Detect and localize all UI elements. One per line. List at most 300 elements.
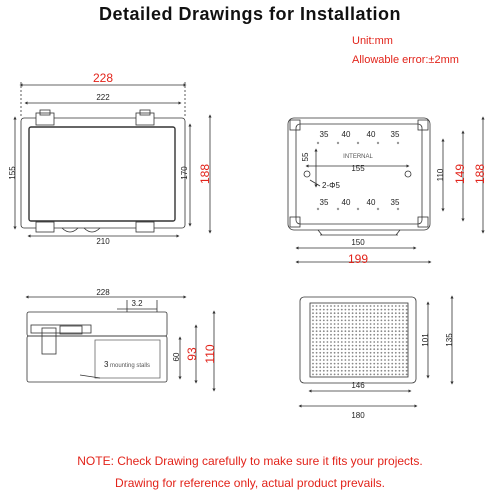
plate-hole: [319, 370, 321, 372]
back-width-outer: 199: [347, 252, 369, 266]
plate-hole: [352, 330, 354, 332]
plate-hole: [395, 334, 397, 336]
plate-hole: [312, 320, 314, 322]
plate-hole: [388, 370, 390, 372]
plate-hole: [323, 312, 325, 314]
plate-hole: [377, 366, 379, 368]
plate-hole: [384, 338, 386, 340]
plate-hole: [319, 320, 321, 322]
plate-hole: [316, 359, 318, 361]
plate-hole: [345, 338, 347, 340]
page-title: Detailed Drawings for Installation: [98, 4, 402, 24]
plate-hole: [381, 323, 383, 325]
plate-hole: [316, 305, 318, 307]
reference-text: Drawing for reference only, actual product prevails.: [115, 476, 385, 490]
plate-hole: [381, 370, 383, 372]
plate-hole: [341, 338, 343, 340]
plate-hole: [312, 330, 314, 332]
plate-hole: [316, 334, 318, 336]
plate-hole: [381, 338, 383, 340]
plate-hole: [334, 320, 336, 322]
plate-hole: [352, 352, 354, 354]
plate-hole: [348, 345, 350, 347]
plate-hole: [323, 348, 325, 350]
plate-hole: [388, 305, 390, 307]
side-mounting-sub: mounting stalls: [110, 363, 151, 369]
plate-hole: [377, 323, 379, 325]
plate-hole: [366, 356, 368, 358]
front-height-inner: 170: [180, 166, 189, 180]
plate-hole: [319, 323, 321, 325]
plate-hole: [395, 370, 397, 372]
plate-hole: [399, 363, 401, 365]
plate-hole: [402, 352, 404, 354]
plate-hole: [359, 312, 361, 314]
plate-hole: [330, 356, 332, 358]
plate-hole: [319, 327, 321, 329]
plate-hole: [388, 348, 390, 350]
plate-hole: [337, 348, 339, 350]
plate-hole: [312, 334, 314, 336]
plate-hole: [391, 370, 393, 372]
plate-hole: [377, 312, 379, 314]
plate-hole: [348, 312, 350, 314]
plate-hole: [334, 334, 336, 336]
plate-hole: [359, 330, 361, 332]
plate-hole: [323, 341, 325, 343]
plate-hole: [330, 334, 332, 336]
plate-hole: [388, 334, 390, 336]
plate-hole: [377, 330, 379, 332]
plate-hole: [359, 345, 361, 347]
plate-hole: [319, 341, 321, 343]
plate-hole: [323, 305, 325, 307]
plate-hole: [363, 356, 365, 358]
plate-w146: 146: [351, 381, 365, 390]
plate-hole: [388, 374, 390, 376]
plate-hole: [370, 305, 372, 307]
plate-hole: [363, 320, 365, 322]
plate-hole: [406, 316, 408, 318]
plate-hole: [377, 316, 379, 318]
plate-hole: [316, 330, 318, 332]
plate-hole: [388, 366, 390, 368]
front-width-bottom: 210: [96, 237, 110, 246]
plate-hole: [381, 316, 383, 318]
plate-hole: [406, 348, 408, 350]
back-width-base: 150: [351, 238, 365, 247]
plate-hole: [391, 323, 393, 325]
plate-hole: [345, 312, 347, 314]
plate-hole: [391, 352, 393, 354]
plate-hole: [352, 366, 354, 368]
plate-hole: [402, 366, 404, 368]
plate-hole: [384, 348, 386, 350]
back-hole-span: 155: [351, 164, 365, 173]
plate-hole: [341, 330, 343, 332]
back-spacing-4: 35: [390, 130, 400, 139]
plate-hole: [363, 374, 365, 376]
plate-hole: [327, 374, 329, 376]
plate-hole: [370, 312, 372, 314]
front-height-outer: 188: [198, 163, 212, 185]
plate-hole: [341, 316, 343, 318]
plate-h135: 135: [445, 333, 454, 347]
plate-hole: [406, 305, 408, 307]
plate-hole: [319, 366, 321, 368]
plate-hole: [381, 309, 383, 311]
plate-hole: [334, 327, 336, 329]
plate-hole: [366, 316, 368, 318]
plate-hole: [373, 348, 375, 350]
plate-hole: [352, 334, 354, 336]
plate-hole: [395, 320, 397, 322]
plate-hole: [352, 348, 354, 350]
plate-hole: [323, 309, 325, 311]
plate-hole: [355, 374, 357, 376]
plate-hole: [312, 374, 314, 376]
plate-hole: [384, 323, 386, 325]
plate-hole: [341, 312, 343, 314]
side-mounting-label: 3: [104, 360, 109, 369]
plate-hole: [363, 345, 365, 347]
plate-hole: [381, 330, 383, 332]
plate-hole: [341, 348, 343, 350]
plate-hole: [377, 320, 379, 322]
plate-hole: [327, 370, 329, 372]
plate-hole: [402, 338, 404, 340]
plate-hole: [359, 352, 361, 354]
plate-hole: [370, 374, 372, 376]
plate-hole: [363, 334, 365, 336]
plate-hole: [373, 374, 375, 376]
plate-hole: [327, 363, 329, 365]
plate-hole: [388, 352, 390, 354]
plate-hole: [391, 356, 393, 358]
plate-hole: [402, 323, 404, 325]
plate-hole: [334, 309, 336, 311]
plate-hole: [337, 359, 339, 361]
plate-hole: [330, 341, 332, 343]
plate-hole: [323, 374, 325, 376]
plate-hole: [391, 312, 393, 314]
plate-hole: [363, 341, 365, 343]
plate-hole: [337, 320, 339, 322]
plate-hole: [395, 316, 397, 318]
plate-hole: [395, 356, 397, 358]
back-holes: 2-Φ5: [322, 181, 340, 190]
plate-hole: [395, 327, 397, 329]
front-view: [15, 82, 210, 236]
plate-hole: [402, 356, 404, 358]
plate-hole: [352, 341, 354, 343]
plate-hole: [373, 316, 375, 318]
note-text: NOTE: Check Drawing carefully to make sure it fits your projects.: [77, 454, 423, 468]
plate-hole: [312, 363, 314, 365]
plate-hole: [312, 327, 314, 329]
plate-hole: [388, 356, 390, 358]
plate-hole: [330, 359, 332, 361]
side-h93: 93: [185, 347, 199, 361]
plate-hole: [341, 334, 343, 336]
plate-hole: [316, 323, 318, 325]
plate-hole: [348, 341, 350, 343]
plate-hole: [377, 338, 379, 340]
plate-hole: [363, 352, 365, 354]
plate-hole: [355, 352, 357, 354]
plate-hole: [381, 348, 383, 350]
plate-hole: [399, 374, 401, 376]
plate-hole: [327, 334, 329, 336]
plate-hole: [377, 370, 379, 372]
plate-hole: [377, 348, 379, 350]
plate-hole: [341, 363, 343, 365]
plate-hole: [399, 356, 401, 358]
plate-hole: [334, 363, 336, 365]
plate-hole: [330, 320, 332, 322]
plate-hole: [327, 338, 329, 340]
plate-hole: [406, 327, 408, 329]
plate-hole: [384, 305, 386, 307]
plate-hole: [327, 345, 329, 347]
plate-hole: [381, 352, 383, 354]
plate-hole: [359, 323, 361, 325]
plate-hole: [377, 345, 379, 347]
plate-hole: [334, 341, 336, 343]
plate-hole: [373, 352, 375, 354]
plate-hole: [337, 341, 339, 343]
plate-hole: [348, 348, 350, 350]
plate-hole: [323, 352, 325, 354]
plate-hole: [402, 330, 404, 332]
plate-hole: [319, 312, 321, 314]
plate-hole: [384, 363, 386, 365]
plate-hole: [337, 323, 339, 325]
plate-hole: [319, 348, 321, 350]
plate-hole: [330, 338, 332, 340]
plate-hole: [363, 338, 365, 340]
plate-hole: [399, 370, 401, 372]
plate-hole: [366, 338, 368, 340]
plate-hole: [370, 309, 372, 311]
plate-hole: [363, 312, 365, 314]
plate-hole: [402, 316, 404, 318]
plate-hole: [348, 316, 350, 318]
plate-hole: [406, 363, 408, 365]
plate-hole: [319, 309, 321, 311]
front-width-inner: 222: [96, 93, 110, 102]
plate-hole: [366, 366, 368, 368]
plate-hole: [345, 330, 347, 332]
plate-hole: [381, 374, 383, 376]
plate-hole: [355, 338, 357, 340]
plate-hole: [316, 356, 318, 358]
plate-hole: [341, 366, 343, 368]
plate-hole: [366, 352, 368, 354]
plate-hole: [337, 327, 339, 329]
plate-hole: [355, 316, 357, 318]
plate-hole: [370, 323, 372, 325]
plate-hole: [377, 359, 379, 361]
plate-hole: [366, 334, 368, 336]
plate-hole: [402, 374, 404, 376]
plate-hole: [370, 363, 372, 365]
plate-hole: [381, 356, 383, 358]
plate-hole: [327, 356, 329, 358]
back-spacing-bottom-2: 40: [341, 198, 351, 207]
plate-hole: [355, 330, 357, 332]
plate-hole: [391, 338, 393, 340]
plate-hole: [323, 370, 325, 372]
plate-hole: [334, 366, 336, 368]
plate-hole: [330, 374, 332, 376]
plate-hole: [323, 323, 325, 325]
plate-hole: [406, 341, 408, 343]
plate-hole: [345, 334, 347, 336]
plate-hole: [384, 352, 386, 354]
plate-hole: [316, 341, 318, 343]
plate-hole: [381, 366, 383, 368]
plate-hole: [359, 341, 361, 343]
plate-hole: [319, 334, 321, 336]
plate-hole: [388, 320, 390, 322]
plate-hole: [384, 316, 386, 318]
plate-hole: [399, 312, 401, 314]
plate-hole: [384, 366, 386, 368]
plate-hole: [370, 359, 372, 361]
plate-hole: [327, 305, 329, 307]
plate-hole: [330, 312, 332, 314]
plate-hole: [352, 374, 354, 376]
plate-hole: [323, 363, 325, 365]
plate-hole: [395, 345, 397, 347]
plate-hole: [316, 370, 318, 372]
plate-hole: [345, 320, 347, 322]
plate-hole: [334, 370, 336, 372]
plate-hole: [334, 345, 336, 347]
front-height-left: 155: [8, 166, 17, 180]
plate-hole: [312, 309, 314, 311]
plate-hole: [359, 334, 361, 336]
plate-hole: [370, 316, 372, 318]
plate-hole: [402, 334, 404, 336]
back-internal-label: INTERNAL: [343, 154, 373, 160]
plate-hole: [355, 305, 357, 307]
plate-hole: [384, 320, 386, 322]
plate-hole: [384, 359, 386, 361]
plate-hole: [377, 356, 379, 358]
plate-hole: [359, 320, 361, 322]
plate-hole: [337, 312, 339, 314]
plate-hole: [388, 359, 390, 361]
plate-hole: [327, 327, 329, 329]
plate-hole: [337, 345, 339, 347]
plate-hole: [399, 359, 401, 361]
back-height-inner: 110: [436, 168, 445, 182]
plate-hole: [373, 345, 375, 347]
plate-hole: [316, 363, 318, 365]
plate-hole: [370, 370, 372, 372]
plate-hole: [323, 356, 325, 358]
plate-hole: [355, 345, 357, 347]
plate-hole: [312, 323, 314, 325]
plate-hole: [377, 363, 379, 365]
plate-hole: [323, 366, 325, 368]
plate-hole: [395, 305, 397, 307]
plate-hole: [366, 305, 368, 307]
plate-hole: [330, 323, 332, 325]
plate-hole: [359, 374, 361, 376]
plate-hole: [337, 356, 339, 358]
plate-hole: [345, 359, 347, 361]
plate-hole: [402, 345, 404, 347]
plate-hole: [330, 316, 332, 318]
plate-hole: [341, 309, 343, 311]
plate-hole: [377, 352, 379, 354]
plate-hole: [402, 320, 404, 322]
plate-hole: [363, 316, 365, 318]
plate-hole: [345, 363, 347, 365]
plate-hole: [348, 320, 350, 322]
plate-hole: [402, 348, 404, 350]
plate-hole: [355, 341, 357, 343]
plate-hole: [341, 370, 343, 372]
plate-hole: [391, 348, 393, 350]
plate-hole: [352, 320, 354, 322]
plate-hole: [406, 309, 408, 311]
plate-hole: [370, 348, 372, 350]
plate-hole: [323, 345, 325, 347]
plate-hole: [348, 327, 350, 329]
plate-hole: [319, 316, 321, 318]
plate-hole: [355, 309, 357, 311]
plate-hole: [316, 338, 318, 340]
plate-hole: [399, 330, 401, 332]
plate-hole: [373, 320, 375, 322]
plate-hole: [345, 345, 347, 347]
plate-hole: [381, 359, 383, 361]
plate-hole: [402, 370, 404, 372]
plate-hole: [399, 352, 401, 354]
plate-hole: [319, 363, 321, 365]
plate-hole: [312, 305, 314, 307]
plate-hole: [355, 356, 357, 358]
plate-hole: [373, 323, 375, 325]
plate-hole: [345, 323, 347, 325]
plate-hole: [395, 341, 397, 343]
plate-hole: [355, 359, 357, 361]
plate-hole: [316, 348, 318, 350]
plate-hole: [348, 330, 350, 332]
plate-hole: [395, 363, 397, 365]
plate-hole: [345, 370, 347, 372]
plate-hole: [366, 359, 368, 361]
plate-hole: [345, 356, 347, 358]
plate-hole: [334, 323, 336, 325]
plate-hole: [399, 338, 401, 340]
plate-hole: [370, 352, 372, 354]
plate-hole: [377, 305, 379, 307]
plate-hole: [337, 338, 339, 340]
plate-hole: [406, 338, 408, 340]
plate-hole: [366, 348, 368, 350]
plate-hole: [395, 312, 397, 314]
plate-hole: [370, 327, 372, 329]
plate-hole: [323, 338, 325, 340]
plate-hole: [395, 330, 397, 332]
plate-hole: [399, 309, 401, 311]
plate-hole: [323, 359, 325, 361]
